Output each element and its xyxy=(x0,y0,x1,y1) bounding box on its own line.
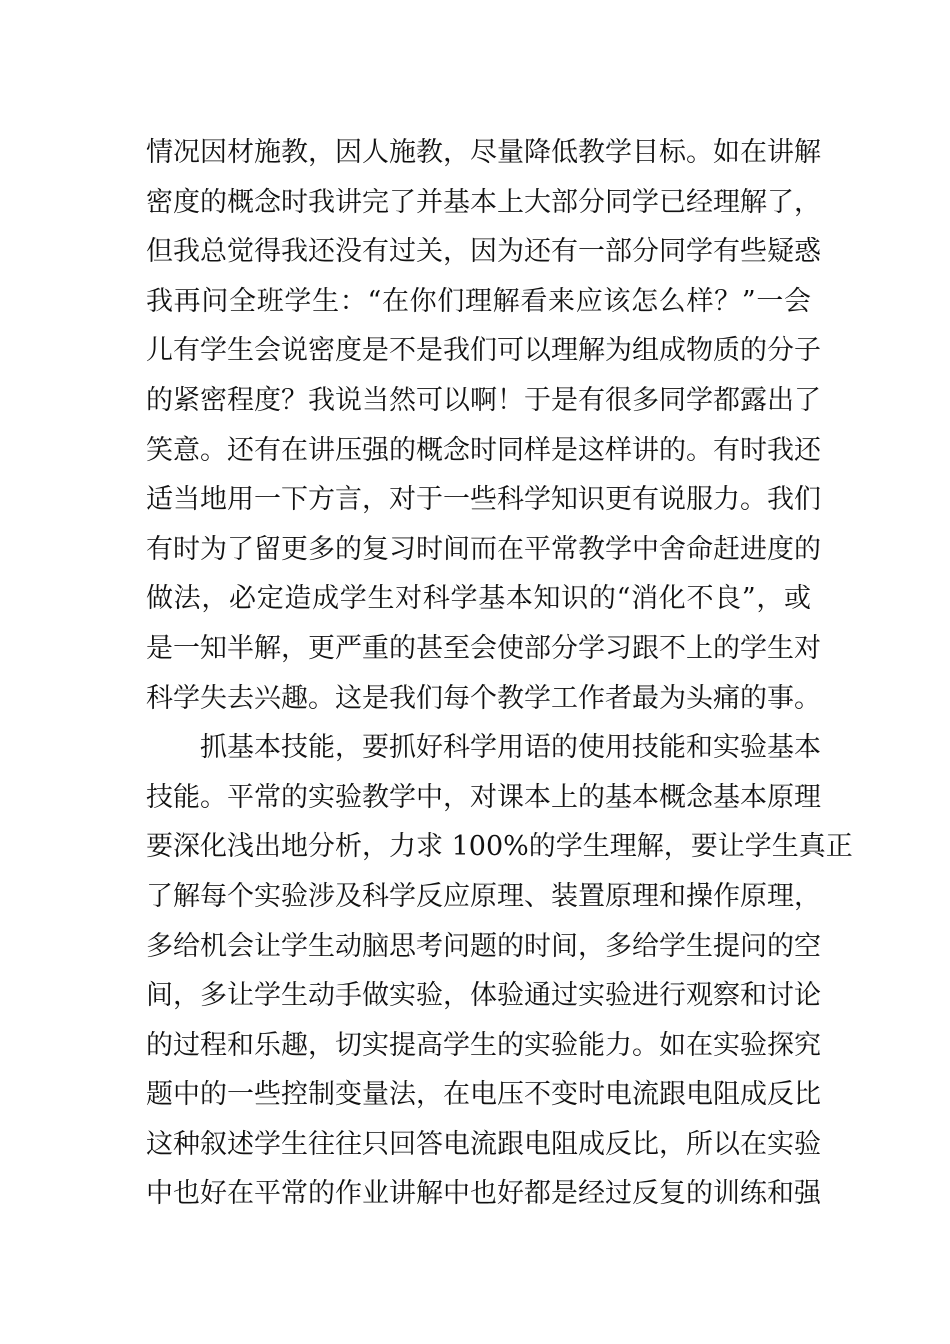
text-line: 题中的一些控制变量法，在电压不变时电流跟电阻成反比 xyxy=(146,1079,821,1111)
text-line: 的过程和乐趣，切实提高学生的实验能力。如在实验探究 xyxy=(146,1029,821,1061)
text-line: 抓基本技能，要抓好科学用语的使用技能和实验基本 xyxy=(200,732,821,764)
text-line: 适当地用一下方言，对于一些科学知识更有说服力。我们 xyxy=(146,484,821,516)
text-line: 做法，必定造成学生对科学基本知识的“消化不良”，或 xyxy=(146,583,811,615)
text-line: 情况因材施教，因人施教，尽量降低教学目标。如在讲解 xyxy=(146,137,821,168)
text-line: 间，多让学生动手做实验，体验通过实验进行观察和讨论 xyxy=(146,980,821,1012)
paragraph-1 xyxy=(146,128,821,723)
text-line: 笑意。还有在讲压强的概念时同样是这样讲的。有时我还 xyxy=(146,434,821,466)
text-line: 了解每个实验涉及科学反应原理、装置原理和操作原理， xyxy=(146,880,821,912)
text-line: 要深化浅出地分析，力求 100%的学生理解，要让学生真正 xyxy=(146,831,853,863)
text-line: 我再问全班学生：“在你们理解看来应该怎么样？”一会 xyxy=(146,285,811,317)
body-text xyxy=(146,128,853,1219)
text-line: 的紧密程度？我说当然可以啊！于是有很多同学都露出了 xyxy=(146,384,821,416)
text-line: 科学失去兴趣。这是我们每个教学工作者最为头痛的事。 xyxy=(146,682,821,714)
text-line: 儿有学生会说密度是不是我们可以理解为组成物质的分子 xyxy=(146,335,821,367)
text-line: 多给机会让学生动脑思考问题的时间，多给学生提问的空 xyxy=(146,930,821,962)
text-line: 这种叙述学生往往只回答电流跟电阻成反比，所以在实验 xyxy=(146,1128,821,1160)
paragraph-2 xyxy=(146,723,853,1219)
text-line: 是一知半解，更严重的甚至会使部分学习跟不上的学生对 xyxy=(146,632,821,664)
text-line: 但我总觉得我还没有过关，因为还有一部分同学有些疑惑 xyxy=(146,236,821,268)
text-line: 技能。平常的实验教学中，对课本上的基本概念基本原理 xyxy=(146,781,821,813)
text-line: 有时为了留更多的复习时间而在平常教学中舍命赶进度的 xyxy=(146,533,821,565)
text-line: 中也好在平常的作业讲解中也好都是经过反复的训练和强 xyxy=(146,1178,821,1210)
text-line: 密度的概念时我讲完了并基本上大部分同学已经理解了， xyxy=(146,186,821,218)
